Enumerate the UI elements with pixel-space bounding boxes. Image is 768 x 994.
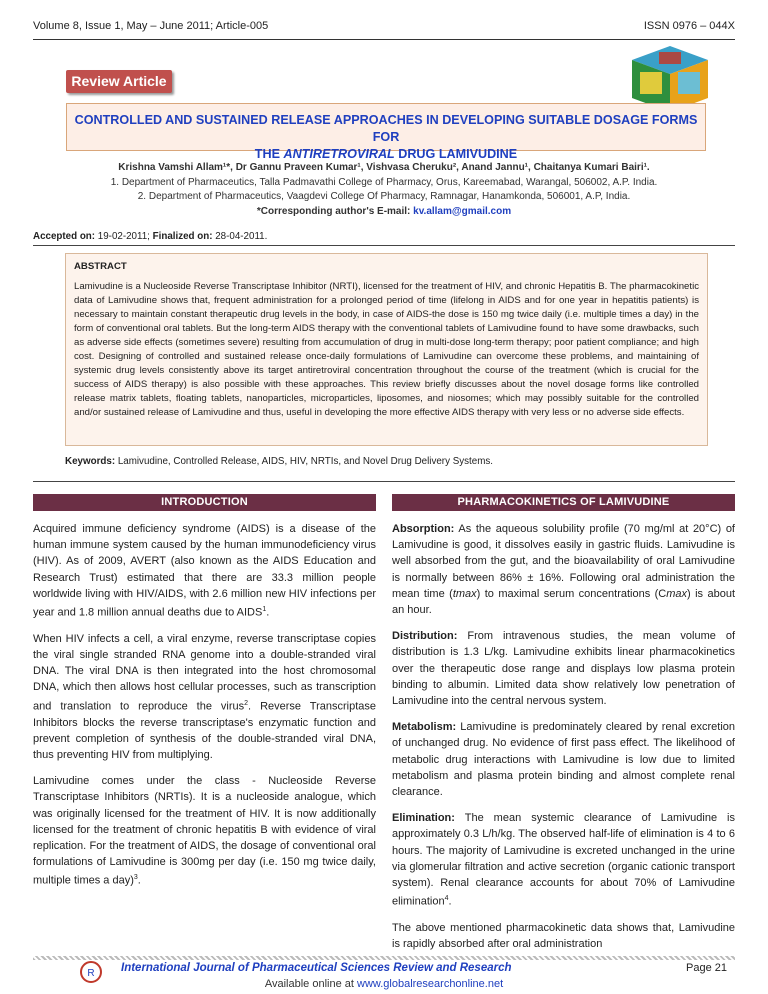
article-type-badge: Review Article [66,70,172,93]
availability-line: Available online at www.globalresearchonline.net [264,978,504,990]
header-rule [33,39,735,40]
intro-paragraph-3: Lamivudine comes under the class - Nucleoside Reverse Transcriptase Inhibitors (NRTIs). It is a nucleoside analogue, which was originally licensed for the treatment of HIV. It is now additionally licensed for the treatment of chronic hepatitis B with evidence of viral replication. For the treatment of AIDS, the dosage of conventional oral formulations of Lamivudine is 300mg per day (i.e. 150 mg twice daily, multiple times a day)$^3$. [33,775,376,888]
author-block [33,161,735,219]
article-title [66,103,706,161]
dates-rule [33,245,735,246]
absorption-paragraph: Absorption: As the aqueous solubility profile (70 mg/ml at 20°C) of Lamivudine is good, it dissolves easily in gastric fluids. Lamivudine is well absorbed from the gut, and the bioavailability of oral Lamivudine is normally between 86% ± 16%. Following oral administration the mean time (tmax) to maximal serum concentrations (Cmax) is about an hour. [392,523,736,617]
title-line-1: CONTROLLED AND SUSTAINED RELEASE APPROACHES IN DEVELOPING SUITABLE DOSAGE FORMS FOR [74,113,698,144]
page-number: Page 21 [686,962,727,974]
abstract-box [65,253,708,446]
right-column [392,494,735,963]
introduction-heading: INTRODUCTION [33,494,376,511]
elimination-paragraph: Elimination: The mean systemic clearance of Lamivudine is approximately 0.3 L/h/kg. The observed half-life of elimination is 4 to 6 hours. The majority of Lamivudine is excreted unchanged in the urine via glomerular filtration and active secretion (organic cationic transport system). Renal clearance accounts for about 70% of Lamivudine elimination$^4$. [392,812,735,908]
intro-paragraph-2: When HIV infects a cell, a viral enzyme, reverse transcriptase copies the viral single stranded RNA genome into a double-stranded viral DNA. The viral DNA is then integrated into the host chromosomal DNA, which then allows host cellular processes, such as transcription and translation to reproduce the virus$^2$. Reverse Transcriptase Inhibitors blocks the reverse transcriptase's enzymatic function and prevent completion of synthesis of the double-stranded viral DNA, thus preventing HIV from multiplying. [33,632,377,761]
intro-paragraph-1: Acquired immune deficiency syndrome (AIDS) is a disease of the human immune system caused by the human immunodeficiency virus (HIV). As of 2009, AVERT (also known as the AIDS Education and Research Trust) estimated that there are 33.3 million people worldwide living with HIV/AIDS, with 2.6 million new HIV infections per year and 1.8 million annual deaths due to AIDS$^1$. [33,523,376,619]
pharmacokinetics-heading: PHARMACOKINETICS OF LAMIVUDINE [392,494,735,511]
issn-label: ISSN 0976 – 044X [643,20,735,32]
volume-issue-line: Volume 8, Issue 1, May – June 2011; Article-005 [33,20,269,32]
website-link[interactable]: www.globalresearchonline.net [357,978,504,990]
affiliation-1: 1. Department of Pharmaceutics, Talla Padmavathi College of Pharmacy, Orus, Kareemabad, Warangal, 506002, A.P. India. [110,176,658,188]
svg-text:R: R [87,968,95,979]
abstract-text: Lamivudine is a Nucleoside Reverse Transcriptase Inhibitor (NRTI), licensed for the treatment of HIV, and chronic Hepatitis B. The pharmacokinetic data of Lamivudine shows that, frequent administration for a prolonged period of time (lifelong in AIDS and for one year in hepatitis patients) is necessary to maintain constant therapeutic drug levels in the body, in case of AIDS-the dose is 150 mg twice daily (i.e. multiple times a day) in the form of conventional oral tablets. But the long-term AIDS therapy with the conventional tablets of Lamivudine found to have some drawbacks, such as adverse side effects (sometimes severe) resulting from accumulation of drug in multi-dose long-term therapy; poor patient compliance; and high cost. Designing of controlled and sustained release once-daily formulations of Lamivudine can overcome these problems, and maintaining of systemic drug levels consistently above its target antiretroviral concentration throughout the course of the treatment (which is crucial for the success of AIDS therapy) is also possible with these approaches. This review briefly discusses about the novel dosage forms like controlled release matrix tablets, floating tablets, nanoparticles, microparticles, liposomes, and niosomes; which may possibly suitable for the controlled and/or sustained release of Lamivudine and thus, useful in developing the more effective AIDS therapy with very less or no adverse side effects. [74,281,699,418]
author-names: Krishna Vamshi Allam¹*, Dr Gannu Praveen Kumar¹, Vishvasa Cheruku², Anand Jannu¹, Chaitanya Kumari Bairi¹. [118,162,650,173]
corresponding-email-link[interactable]: kv.allam@gmail.com [413,205,512,217]
pk-summary-paragraph: The above mentioned pharmacokinetic data shows that, Lamivudine is rapidly absorbed after oral administration [392,922,735,951]
title-line-2: THE ANTIRETROVIRAL DRUG LAMIVUDINE [254,147,518,161]
running-header [33,20,735,38]
distribution-paragraph: Distribution: From intravenous studies, the mean volume of distribution is 1.3 L/kg. Lamivudine exhibits linear pharmacokinetics over the therapeutic dose range and displays low plasma protein binding to albumin. Limited data show relatively low penetration of Lamivudine into the central nervous system. [392,630,735,708]
corresponding-author: *Corresponding author's E-mail: kv.allam@gmail.com [256,205,512,217]
page-footer [33,962,735,992]
abstract-heading: ABSTRACT [74,261,127,272]
keywords-rule [33,481,735,482]
left-column [33,494,376,899]
keywords-line: Keywords: Lamivudine, Controlled Release, AIDS, HIV, NRTIs, and Novel Drug Delivery Systems. [65,456,493,467]
journal-name: International Journal of Pharmaceutical Sciences Review and Research [121,962,512,974]
metabolism-paragraph: Metabolism: Lamivudine is predominately cleared by renal excretion of unchanged drug. No evidence of first pass effect. The likelihood of metabolic drug interactions with Lamivudine is low due to limited metabolism and plasma protein binding and almost complete renal clearance. [392,721,735,799]
affiliation-2: 2. Department of Pharmaceutics, Vaagdevi College Of Pharmacy, Ramnagar, Hanamkonda, 506001, A.P, India. [137,191,631,202]
footer-stripe [33,956,735,960]
article-dates: Accepted on: 19-02-2011; Finalized on: 28-04-2011. [33,231,268,242]
